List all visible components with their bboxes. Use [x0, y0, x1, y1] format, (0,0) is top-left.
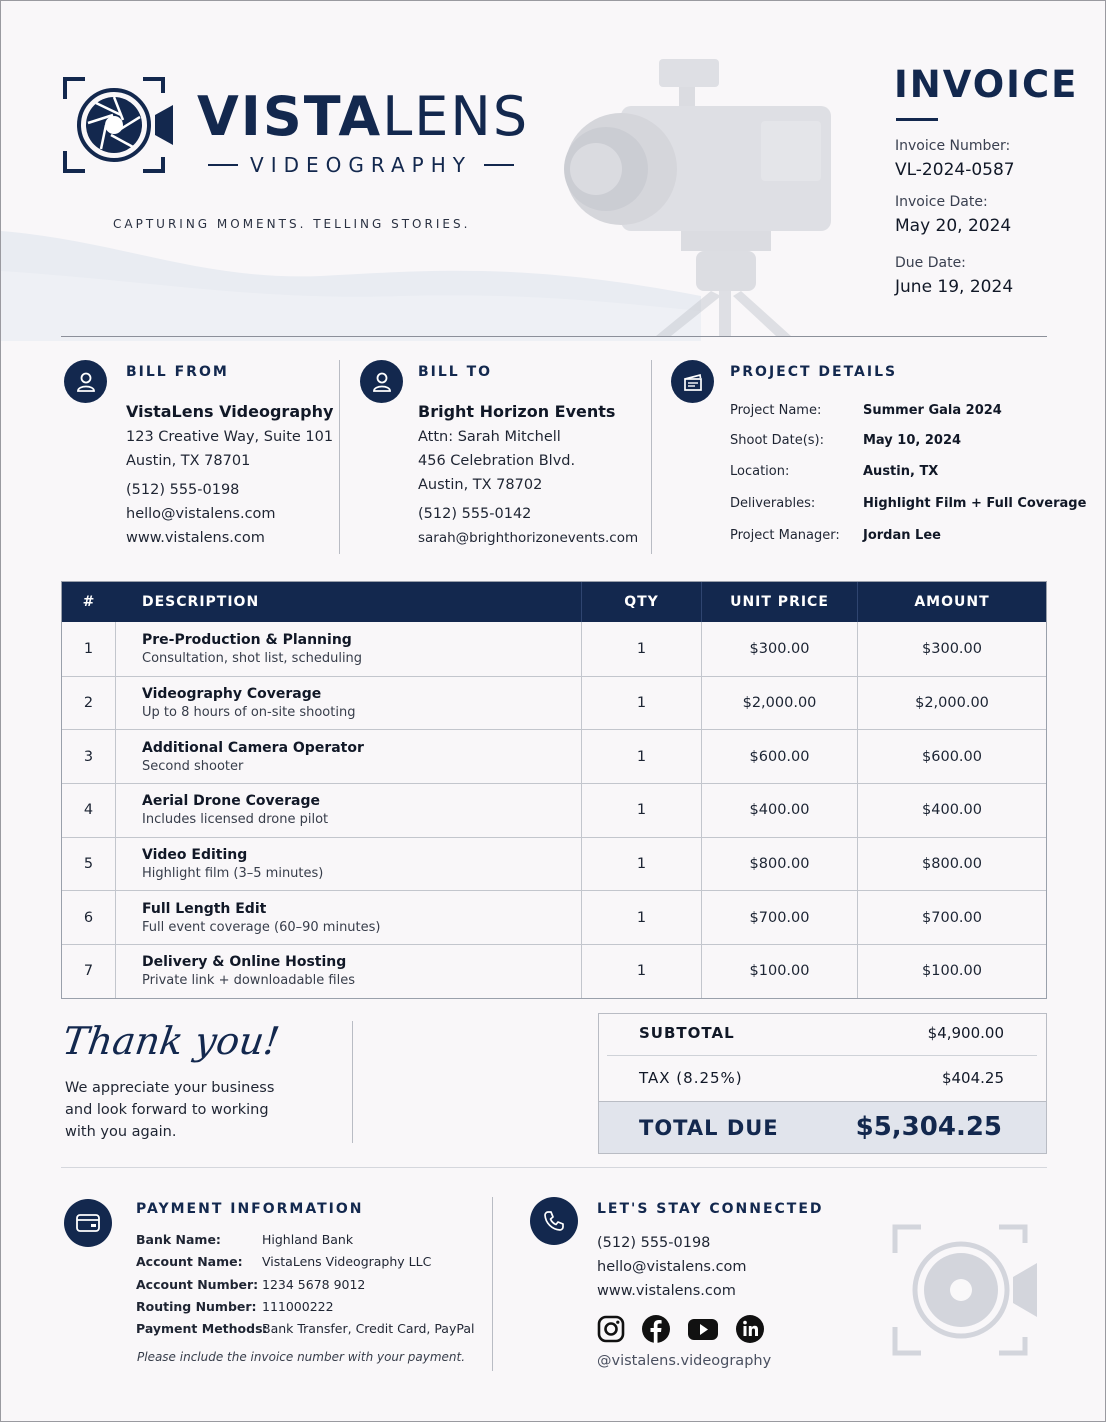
item-detail: Includes licensed drone pilot — [142, 812, 329, 828]
bill-from-phone: (512) 555-0198 — [126, 482, 240, 498]
bill-to-line1: Attn: Sarah Mitchell — [418, 429, 561, 445]
camera-photo — [561, 51, 861, 336]
payment-info-title: PAYMENT INFORMATION — [136, 1201, 364, 1217]
contact-email[interactable]: hello@vistalens.com — [597, 1259, 747, 1275]
thank-you-line2: and look forward to working — [65, 1102, 269, 1118]
totals-divider — [607, 1055, 1037, 1056]
invoice-number-label: Invoice Number: — [895, 138, 1011, 154]
subtotal-value: $4,900.00 — [927, 1024, 1004, 1042]
invoice-date-label: Invoice Date: — [895, 194, 988, 210]
row-number: 7 — [62, 945, 116, 998]
bill-from-line2: Austin, TX 78701 — [126, 453, 251, 469]
item-title: Videography Coverage — [142, 686, 322, 703]
header-amount: AMOUNT — [914, 594, 990, 610]
bill-from-title: BILL FROM — [126, 364, 229, 380]
row-unit-price: $300.00 — [702, 622, 858, 676]
bill-to-line2: 456 Celebration Blvd. — [418, 453, 576, 469]
subtotal-row — [599, 1024, 1048, 1042]
row-amount: $800.00 — [922, 856, 982, 873]
account-number-value: 1234 5678 9012 — [262, 1277, 366, 1292]
footer-vertical-divider — [492, 1197, 493, 1371]
bill-from-email[interactable]: hello@vistalens.com — [126, 506, 276, 522]
credit-card-icon — [75, 1212, 101, 1234]
deliverables-value: Highlight Film + Full Coverage — [863, 496, 1087, 511]
row-amount: $400.00 — [922, 802, 982, 819]
item-title: Video Editing — [142, 847, 248, 864]
table-body — [62, 622, 1046, 998]
row-qty: 1 — [582, 784, 702, 837]
phone-icon — [542, 1209, 566, 1233]
table-row — [62, 890, 1046, 944]
bill-divider-2 — [651, 360, 652, 554]
row-number: 5 — [62, 838, 116, 891]
project-name-label: Project Name: — [730, 403, 822, 418]
brand-subtitle — [205, 153, 517, 177]
totals-box — [598, 1013, 1047, 1154]
item-title: Aerial Drone Coverage — [142, 793, 321, 810]
row-qty: 1 — [582, 891, 702, 944]
social-handle[interactable]: @vistalens.videography — [597, 1353, 772, 1369]
deliverables-label: Deliverables: — [730, 496, 816, 511]
table-row — [62, 944, 1046, 998]
bill-divider-1 — [339, 360, 340, 554]
row-number: 4 — [62, 784, 116, 837]
brand-subtitle-text: VIDEOGRAPHY — [250, 153, 472, 177]
total-due-label: TOTAL DUE — [639, 1116, 779, 1140]
footer-divider — [61, 1167, 1047, 1168]
project-manager-value: Jordan Lee — [863, 528, 941, 543]
shoot-date-value: May 10, 2024 — [863, 433, 962, 448]
project-manager-label: Project Manager: — [730, 528, 840, 543]
table-row — [62, 729, 1046, 783]
location-label: Location: — [730, 464, 790, 479]
row-amount: $700.00 — [922, 909, 982, 926]
row-qty: 1 — [582, 622, 702, 676]
subtotal-label: SUBTOTAL — [639, 1024, 735, 1042]
bill-to-line3: Austin, TX 78702 — [418, 477, 543, 493]
user-icon — [75, 371, 97, 393]
item-title: Delivery & Online Hosting — [142, 954, 347, 971]
row-unit-price: $600.00 — [702, 730, 858, 783]
header-description: DESCRIPTION — [116, 582, 582, 622]
brand-name — [197, 85, 529, 149]
facebook-icon[interactable] — [641, 1314, 671, 1344]
bill-from-line1: 123 Creative Way, Suite 101 — [126, 429, 334, 445]
row-description — [116, 784, 582, 837]
payment-badge — [64, 1199, 112, 1247]
total-due-value: $5,304.25 — [855, 1112, 1002, 1142]
due-date: June 19, 2024 — [895, 277, 1014, 297]
bill-from-name: VistaLens Videography — [126, 402, 334, 421]
item-title: Additional Camera Operator — [142, 739, 364, 756]
row-amount: $600.00 — [922, 748, 982, 765]
header-divider — [61, 336, 1047, 337]
account-name-value: VistaLens Videography LLC — [262, 1254, 432, 1269]
invoice-title-underline — [896, 118, 938, 121]
row-amount: $100.00 — [922, 963, 982, 980]
table-row — [62, 783, 1046, 837]
thank-you-line3: with you again. — [65, 1124, 177, 1140]
bill-to-badge — [360, 360, 403, 403]
contact-website[interactable]: www.vistalens.com — [597, 1283, 736, 1299]
row-number: 2 — [62, 677, 116, 730]
linkedin-icon[interactable] — [735, 1314, 765, 1344]
table-row — [62, 622, 1046, 676]
thanks-divider — [352, 1021, 353, 1143]
table-header — [62, 582, 1046, 622]
bill-to-email[interactable]: sarah@brighthorizonevents.com — [418, 530, 639, 546]
payment-methods-label: Payment Methods: — [136, 1321, 268, 1336]
row-qty: 1 — [582, 945, 702, 998]
item-detail: Consultation, shot list, scheduling — [142, 650, 363, 666]
item-detail: Up to 8 hours of on-site shooting — [142, 705, 356, 721]
bill-from-website[interactable]: www.vistalens.com — [126, 530, 265, 546]
row-description — [116, 622, 582, 676]
bill-from-badge — [64, 360, 107, 403]
tax-value: $404.25 — [941, 1069, 1004, 1087]
invoice-date: May 20, 2024 — [895, 216, 1012, 236]
invoice-number: VL-2024-0587 — [895, 160, 1015, 180]
row-qty: 1 — [582, 838, 702, 891]
thank-you-message — [65, 1077, 305, 1143]
header-number: # — [82, 594, 96, 610]
tagline: CAPTURING MOMENTS. TELLING STORIES. — [113, 217, 471, 231]
shoot-date-label: Shoot Date(s): — [730, 433, 824, 448]
item-title: Full Length Edit — [142, 900, 267, 917]
payment-methods-value: Bank Transfer, Credit Card, PayPal — [262, 1321, 475, 1336]
account-number-label: Account Number: — [136, 1277, 259, 1292]
item-detail: Highlight film (3–5 minutes) — [142, 866, 324, 882]
bill-to-title: BILL TO — [418, 364, 493, 380]
item-detail: Second shooter — [142, 758, 244, 774]
row-description — [116, 730, 582, 783]
bill-to-name: Bright Horizon Events — [418, 402, 616, 421]
youtube-icon[interactable] — [687, 1314, 719, 1344]
user-icon — [371, 371, 393, 393]
brand-name-light: LENS — [382, 85, 530, 148]
row-qty: 1 — [582, 677, 702, 730]
table-row — [62, 837, 1046, 891]
item-title: Pre-Production & Planning — [142, 631, 352, 648]
item-detail: Full event coverage (60–90 minutes) — [142, 919, 381, 935]
row-amount: $2,000.00 — [915, 695, 989, 712]
routing-number-value: 111000222 — [262, 1299, 334, 1314]
row-number: 1 — [62, 622, 116, 676]
row-description — [116, 945, 582, 998]
row-amount: $300.00 — [922, 640, 982, 657]
invoice-title: INVOICE — [894, 63, 1079, 106]
thank-you-script: Thank you! — [59, 1019, 283, 1063]
instagram-icon[interactable] — [596, 1314, 626, 1344]
table-row — [62, 676, 1046, 730]
item-detail: Private link + downloadable files — [142, 973, 355, 989]
bill-to-phone: (512) 555-0142 — [418, 506, 532, 522]
bank-name-label: Bank Name: — [136, 1232, 221, 1247]
row-description — [116, 891, 582, 944]
header-qty: QTY — [582, 582, 702, 622]
routing-number-label: Routing Number: — [136, 1299, 257, 1314]
row-number: 3 — [62, 730, 116, 783]
row-description — [116, 838, 582, 891]
bank-name-value: Highland Bank — [262, 1232, 354, 1247]
row-unit-price: $100.00 — [702, 945, 858, 998]
tax-label: TAX (8.25%) — [639, 1069, 743, 1087]
project-name-value: Summer Gala 2024 — [863, 403, 1002, 418]
row-unit-price: $2,000.00 — [702, 677, 858, 730]
thank-you-line1: We appreciate your business — [65, 1080, 275, 1096]
due-date-label: Due Date: — [895, 255, 966, 271]
location-value: Austin, TX — [863, 464, 939, 479]
contact-phone: (512) 555-0198 — [597, 1235, 711, 1251]
brand-name-bold: VISTA — [197, 85, 383, 148]
payment-note: Please include the invoice number with your payment. — [137, 1350, 466, 1364]
header-unit-price: UNIT PRICE — [702, 582, 858, 622]
connect-title: LET'S STAY CONNECTED — [597, 1201, 824, 1217]
project-details-title: PROJECT DETAILS — [730, 364, 898, 380]
tax-row — [599, 1069, 1048, 1087]
row-unit-price: $800.00 — [702, 838, 858, 891]
clapperboard-icon — [682, 371, 704, 393]
logo-icon — [61, 75, 176, 175]
line-items-table — [61, 581, 1047, 999]
row-unit-price: $400.00 — [702, 784, 858, 837]
account-name-label: Account Name: — [136, 1254, 243, 1269]
row-unit-price: $700.00 — [702, 891, 858, 944]
subtitle-dash-left — [208, 164, 238, 166]
subtitle-dash-right — [484, 164, 514, 166]
contact-badge — [530, 1197, 578, 1245]
watermark-logo-icon — [891, 1223, 1041, 1359]
row-number: 6 — [62, 891, 116, 944]
total-due-band — [599, 1101, 1046, 1153]
project-badge — [671, 360, 714, 403]
row-description — [116, 677, 582, 730]
row-qty: 1 — [582, 730, 702, 783]
